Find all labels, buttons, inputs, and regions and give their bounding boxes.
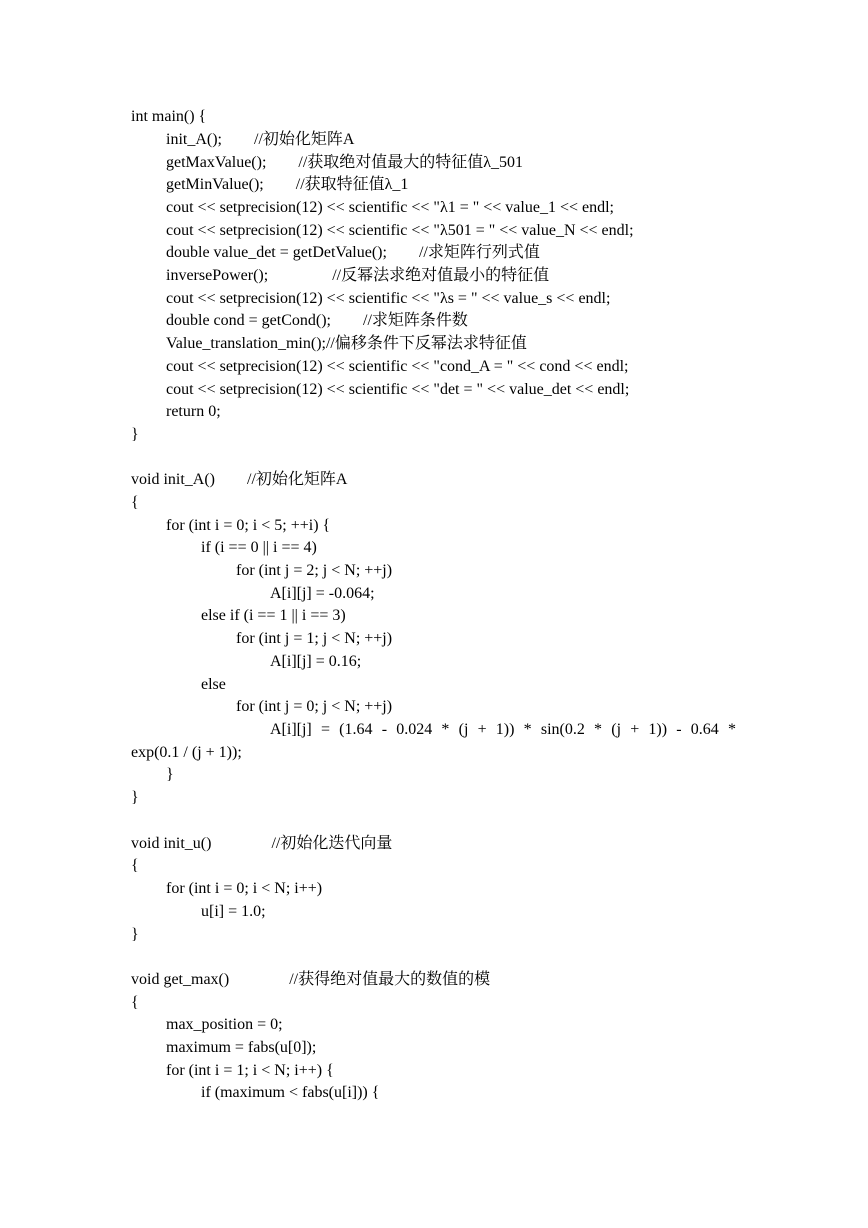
- code-line: else: [201, 676, 226, 693]
- code-line: if (i == 0 || i == 4): [201, 539, 317, 556]
- code-line: }: [131, 426, 139, 443]
- code-line: double value_det = getDetValue(); //求矩阵行列式值: [166, 244, 540, 261]
- code-line: if (maximum < fabs(u[i])) {: [201, 1084, 380, 1101]
- code-line: void init_u() //初始化迭代向量: [131, 835, 393, 852]
- code-line: maximum = fabs(u[0]);: [166, 1039, 317, 1056]
- code-line: {: [131, 494, 139, 511]
- code-line: getMaxValue(); //获取绝对值最大的特征值λ_501: [166, 154, 524, 171]
- code-line: max_position = 0;: [166, 1016, 283, 1033]
- code-line: int main() {: [131, 108, 207, 125]
- code-line: u[i] = 1.0;: [201, 903, 266, 920]
- code-line: {: [131, 994, 139, 1011]
- code-line: cout << setprecision(12) << scientific << "λs = " << value_s << endl;: [166, 290, 611, 307]
- code-line: }: [166, 766, 174, 783]
- code-line: for (int j = 0; j < N; ++j): [236, 698, 393, 715]
- code-line: A[i][j] = 0.16;: [270, 653, 362, 670]
- code-line: cout << setprecision(12) << scientific << "det = " << value_det << endl;: [166, 381, 630, 398]
- code-line: void init_A() //初始化矩阵A: [131, 471, 348, 488]
- code-line: cout << setprecision(12) << scientific << "cond_A = " << cond << endl;: [166, 358, 629, 375]
- code-line: Value_translation_min();//偏移条件下反幂法求特征值: [166, 335, 527, 352]
- code-line: else if (i == 1 || i == 3): [201, 607, 346, 624]
- code-line: exp(0.1 / (j + 1));: [131, 744, 242, 761]
- code-line: init_A(); //初始化矩阵A: [166, 131, 355, 148]
- code-line: for (int i = 0; i < 5; ++i) {: [166, 517, 331, 534]
- code-line: void get_max() //获得绝对值最大的数值的模: [131, 971, 491, 988]
- code-line: {: [131, 857, 139, 874]
- code-line: }: [131, 789, 139, 806]
- code-line: double cond = getCond(); //求矩阵条件数: [166, 312, 468, 329]
- code-line: cout << setprecision(12) << scientific << "λ1 = " << value_1 << endl;: [166, 199, 614, 216]
- code-line: for (int j = 2; j < N; ++j): [236, 562, 393, 579]
- code-line: A[i][j] = (1.64 - 0.024 * (j + 1)) * sin(0.2 * (j + 1)) - 0.64 *: [270, 721, 736, 738]
- code-line: cout << setprecision(12) << scientific << "λ501 = " << value_N << endl;: [166, 222, 634, 239]
- code-line: for (int i = 1; i < N; i++) {: [166, 1062, 334, 1079]
- code-line: for (int i = 0; i < N; i++): [166, 880, 323, 897]
- code-line: return 0;: [166, 403, 221, 420]
- code-line: getMinValue(); //获取特征值λ_1: [166, 176, 409, 193]
- code-line: for (int j = 1; j < N; ++j): [236, 630, 393, 647]
- code-line: }: [131, 926, 139, 943]
- code-line: inversePower(); //反幂法求绝对值最小的特征值: [166, 267, 550, 284]
- code-line: A[i][j] = -0.064;: [270, 585, 375, 602]
